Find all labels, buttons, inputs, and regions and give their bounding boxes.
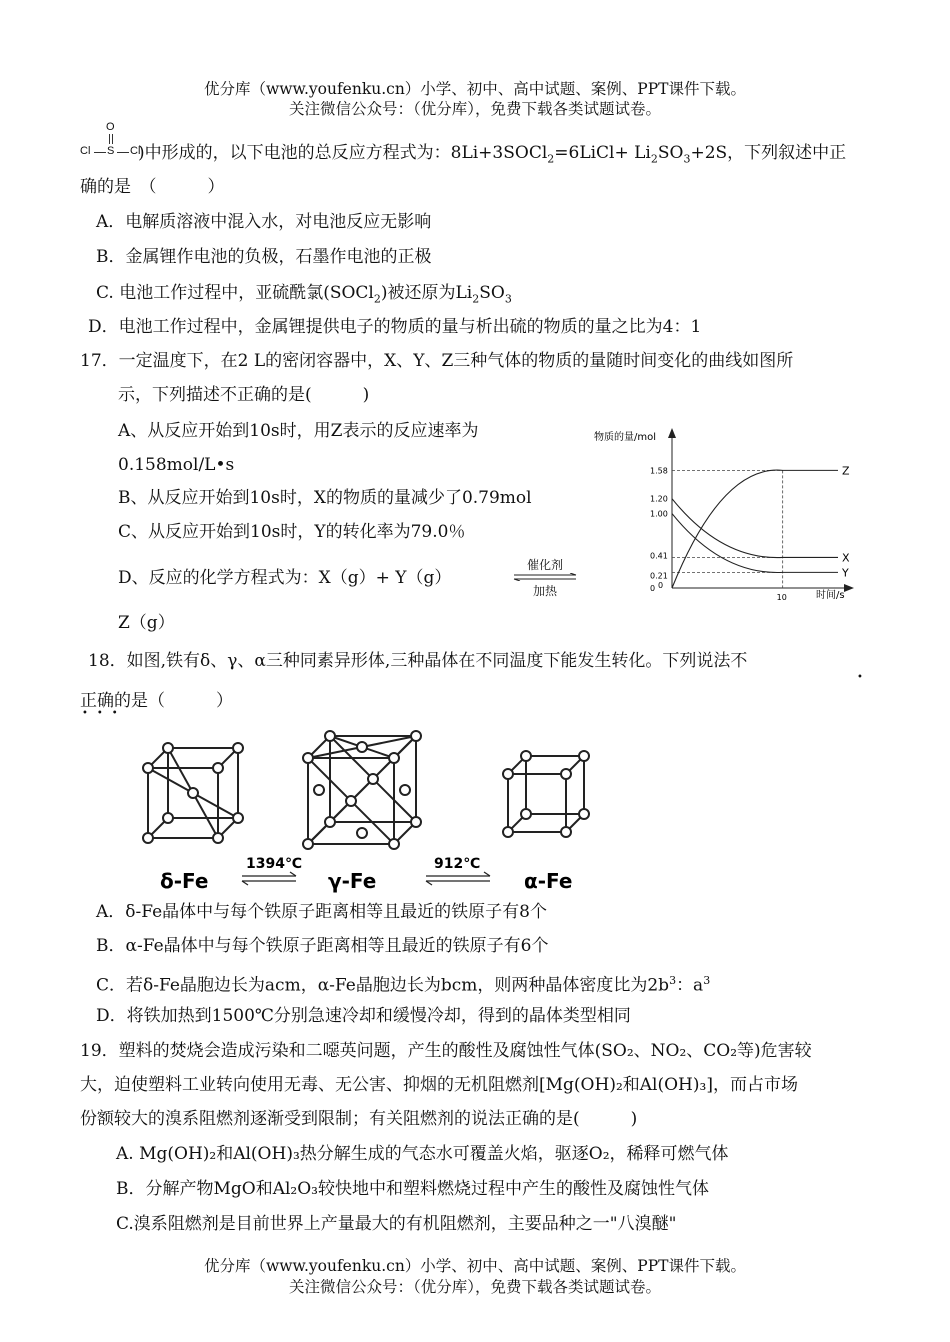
header-line-2: 关注微信公众号：（优分库），免费下载各类试题试卷。: [288, 100, 661, 118]
y-axis-arrow: [668, 428, 676, 438]
emphasis-dots: •••: [82, 708, 127, 719]
emphasis-dot: •: [857, 672, 863, 683]
struct-s: S: [107, 145, 115, 157]
x-tick-label: 0: [658, 581, 664, 590]
struct-cl-right: Cl: [130, 145, 141, 157]
x-axis-arrow: [844, 584, 854, 592]
delta-fe-label: δ-Fe: [160, 869, 209, 893]
struct-bond-right: [117, 152, 129, 153]
reversible-arrow: [512, 556, 578, 596]
q17-option-c: C、从反应开始到10s时，Y的转化率为79.0％: [118, 522, 466, 542]
struct-bond-left: [94, 152, 106, 153]
q17-stem-line2: 示，下列描述不正确的是( ): [118, 385, 370, 405]
q17-option-b: B、从反应开始到10s时，X的物质的量减少了0.79mol: [118, 488, 532, 508]
q18-option-c: C．若δ-Fe晶胞边长为acm，α-Fe晶胞边长为bcm，则两种晶体密度比为$2b^3$：$a^3$: [96, 974, 711, 996]
y-axis-label: 物质的量/mol: [594, 432, 657, 443]
delta-fe-cell: [143, 743, 243, 843]
y-tick-label: 1.00: [650, 509, 668, 519]
q17-option-a-line1: A、从反应开始到10s时，用Z表示的反应速率为: [118, 421, 479, 441]
q17-option-d-line2: Z（g）: [118, 613, 175, 633]
temp-1394: 1394℃: [246, 856, 302, 872]
header-line-1: 优分库（www.youfenku.cn）小学、初中、高中试题、案例、PPT课件下载。: [203, 80, 747, 98]
q18-option-a: A．δ-Fe晶体中与每个铁原子距离相等且最近的铁原子有8个: [96, 902, 547, 922]
x-axis-label: 时间/s: [816, 590, 845, 600]
struct-double-bond-2: [112, 134, 113, 144]
equilibrium-arrows-icon: [512, 573, 578, 581]
q18-option-d: D．将铁加热到1500℃分别急速冷却和缓慢冷却，得到的晶体类型相同: [96, 1006, 631, 1026]
q17-option-d: D、反应的化学方程式为：X（g）+ Y（g）: [118, 568, 452, 588]
x-tick-label: 10: [776, 593, 787, 600]
q16-option-d: D．电池工作过程中，金属锂提供电子的物质的量与析出硫的物质的量之比为4：1: [88, 317, 702, 337]
series-line-y: [672, 514, 838, 573]
gamma-fe-label: γ-Fe: [328, 869, 377, 893]
footer-line-2: 关注微信公众号：（优分库），免费下载各类试题试卷。: [288, 1278, 661, 1296]
heat-label: 加热: [532, 584, 557, 598]
struct-o: O: [106, 121, 115, 133]
amount-time-chart: [588, 420, 868, 600]
alpha-fe-cell: [503, 751, 589, 837]
series-label-y: Y: [842, 566, 849, 580]
q16-option-a: A．电解质溶液中混入水，对电池反应无影响: [96, 212, 432, 232]
q18-option-b: B．α-Fe晶体中与每个铁原子距离相等且最近的铁原子有6个: [96, 936, 549, 956]
q17-stem-line1: 17．一定温度下，在2 L的密闭容器中，X、Y、Z三种气体的物质的量随时间变化的曲线如图所: [80, 351, 794, 371]
q19-option-a: A. Mg(OH)₂和Al(OH)₃热分解生成的气态水可覆盖火焰，驱逐O₂，稀释可燃气体: [116, 1144, 729, 1164]
y-tick-label: 1.20: [650, 494, 668, 504]
q18-stem-line1: 18．如图,铁有δ、γ、α三种同素异形体,三种晶体在不同温度下能发生转化。下列说法不: [88, 651, 748, 671]
y-tick-label: 1.58: [650, 466, 668, 476]
q19-option-c: C.溴系阻燃剂是目前世界上产量最大的有机阻燃剂，主要品种之一"八溴醚": [116, 1214, 677, 1234]
q16-option-b: B．金属锂作电池的负极，石墨作电池的正极: [96, 247, 432, 267]
q18-stem-line2: 正确的是（ ）: [80, 691, 233, 711]
y-tick-label: 0: [650, 584, 656, 593]
struct-cl-left: Cl: [80, 145, 91, 157]
q19-stem-line3: 份额较大的溴系阻燃剂逐渐受到限制；有关阻燃剂的说法正确的是( ): [80, 1109, 638, 1129]
gamma-fe-cell: [303, 731, 421, 849]
q19-stem-line1: 19．塑料的焚烧会造成污染和二噁英问题，产生的酸性及腐蚀性气体(SO₂、NO₂、CO₂等)危害较: [80, 1041, 812, 1061]
y-tick-label: 0.41: [650, 551, 668, 561]
q19-stem-line2: 大，迫使塑料工业转向使用无毒、无公害、抑烟的无机阻燃剂[Mg(OH)₂和Al(OH)₃]，而占市场: [80, 1075, 798, 1095]
y-tick-label: 0.21: [650, 571, 668, 581]
series-label-z: Z: [842, 464, 850, 478]
q19-option-b: B．分解产物MgO和Al₂O₃较快地中和塑料燃烧过程中产生的酸性及腐蚀性气体: [116, 1179, 709, 1199]
iron-allotropes-figure: [130, 728, 590, 896]
struct-double-bond: [109, 134, 110, 144]
footer-line-1: 优分库（www.youfenku.cn）小学、初中、高中试题、案例、PPT课件下载。: [203, 1257, 747, 1275]
temp-912: 912℃: [434, 856, 481, 872]
catalyst-label: 催化剂: [526, 558, 563, 572]
alpha-fe-label: α-Fe: [524, 869, 573, 893]
q16-stem-line1: )中形成的，以下电池的总反应方程式为：8Li+3SOCl$_2$=6LiCl+ $Li_2SO_3+2S$，下列叙述中正: [138, 143, 847, 166]
series-label-x: X: [842, 551, 850, 565]
series-line-x: [672, 499, 838, 558]
q17-option-a-line2: 0.158mol/L•s: [118, 455, 235, 475]
q16-option-c: C. 电池工作过程中，亚硫酰氯(SOCl$_2$)被还原为$Li_2SO_3$: [96, 283, 512, 306]
q16-stem-line2: 确的是 （ ）: [80, 177, 225, 197]
